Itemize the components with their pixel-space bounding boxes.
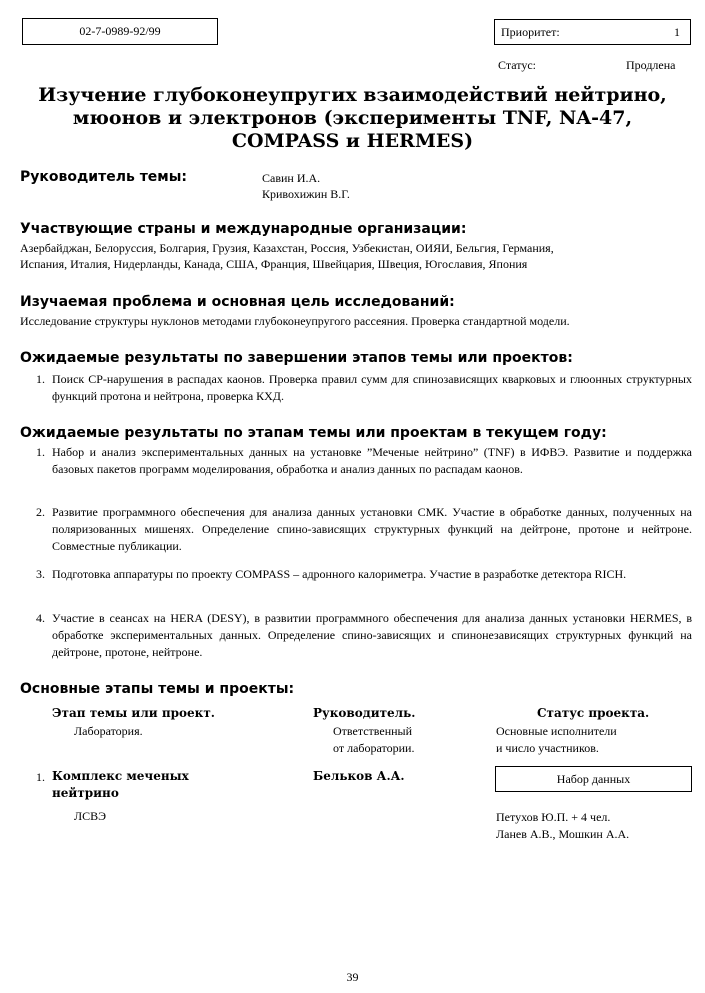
priority-label: Приоритет: bbox=[501, 25, 560, 39]
col-status-title: Статус проекта. bbox=[537, 706, 650, 720]
leader-name-1: Савин И.А. bbox=[262, 171, 321, 185]
expected-current-heading: Ожидаемые результаты по этапам темы или проектам в текущем году: bbox=[20, 425, 607, 441]
countries-heading: Участвующие страны и международные организации: bbox=[20, 221, 467, 237]
status-value: Продлена bbox=[626, 58, 676, 72]
col-leader-sub-1: Ответственный bbox=[333, 724, 413, 738]
code-box bbox=[22, 18, 218, 45]
topic-code: 02-7-0989-92/99 bbox=[79, 24, 161, 38]
page-title: Изучение глубоконеупругих взаимодействий нейтрино, мюонов и электронов (эксперименты TNF, NA-47, COMPASS и HERMES) bbox=[38, 84, 667, 152]
expected-final-heading: Ожидаемые результаты по завершении этапов темы или проектов: bbox=[20, 350, 573, 366]
item-number: 1. bbox=[36, 445, 45, 459]
col-leader-sub-2: от лаборатории. bbox=[333, 741, 415, 755]
item-text: Участие в сеансах на HERA (DESY), в развитии программного обеспечения для анализа данных установки HERMES, в обработке экспериментальных данных. Определение спино-зависящих и спинонезависящих структурных функций на дейтроне, протоне, нейтроне. bbox=[52, 611, 692, 659]
item-text: Набор и анализ экспериментальных данных на установке ”Меченые нейтрино” (TNF) в ИФВЭ. Развитие и поддержка базовых пакетов программ моделирования, обработка и анализ данных по распадам каонов. bbox=[52, 445, 692, 476]
stage-name-line-2: нейтрино bbox=[52, 786, 119, 800]
item-text: Подготовка аппаратуры по проекту COMPASS – адронного калориметра. Участие в разработке детектора RICH. bbox=[52, 567, 627, 581]
status-label: Статус: bbox=[498, 58, 536, 72]
item-number: 3. bbox=[36, 567, 45, 581]
stage-people-2: Ланев А.В., Мошкин А.А. bbox=[496, 827, 630, 841]
stage-number: 1. bbox=[36, 770, 45, 784]
problem-heading: Изучаемая проблема и основная цель исследований: bbox=[20, 294, 455, 310]
col-status-sub-1: Основные исполнители bbox=[496, 724, 617, 738]
leader-label: Руководитель темы: bbox=[20, 169, 188, 185]
stages-heading: Основные этапы темы и проекты: bbox=[20, 681, 295, 697]
item-text: Поиск CP-нарушения в распадах каонов. Проверка правил сумм для спинозависящих кварковых и глюонных структурных функций протона и нейтрона, проверка КХД. bbox=[52, 372, 692, 403]
item-number: 4. bbox=[36, 611, 45, 625]
stage-leader: Бельков А.А. bbox=[313, 769, 405, 783]
countries-line-2: Испания, Италия, Нидерланды, Канада, США, Франция, Швейцария, Швеция, Югославия, Япония bbox=[20, 257, 528, 271]
item-number: 1. bbox=[36, 372, 45, 386]
col-status-sub-2: и число участников. bbox=[496, 741, 599, 755]
col-stage-title: Этап темы или проект. bbox=[52, 706, 215, 720]
priority-box bbox=[494, 19, 691, 45]
stage-status-box bbox=[495, 766, 692, 792]
col-stage-sub: Лаборатория. bbox=[74, 724, 143, 738]
stage-lab: ЛСВЭ bbox=[74, 809, 107, 823]
problem-text: Исследование структуры нуклонов методами глубоконеупругого рассеяния. Проверка стандартной модели. bbox=[20, 314, 570, 328]
item-number: 2. bbox=[36, 505, 45, 519]
stage-status: Набор данных bbox=[556, 772, 631, 786]
item-text: Развитие программного обеспечения для анализа данных установки СМК. Участие в обработке данных, полученных на поляризованных мишенях. Определение спино-зависящих структурных функций на дейтроне, протоне и нейтроне. Совместные публикации. bbox=[52, 505, 692, 553]
leader-name-2: Кривохижин В.Г. bbox=[262, 187, 350, 201]
page-number: 39 bbox=[346, 970, 359, 984]
countries-line-1: Азербайджан, Белоруссия, Болгария, Грузия, Казахстан, Россия, Узбекистан, ОИЯИ, Бельгия, Германия, bbox=[20, 241, 554, 255]
stage-name-line-1: Комплекс меченых bbox=[52, 769, 189, 783]
stage-people-1: Петухов Ю.П. + 4 чел. bbox=[496, 810, 611, 824]
col-leader-title: Руководитель. bbox=[313, 706, 416, 720]
priority-value: 1 bbox=[674, 25, 680, 39]
